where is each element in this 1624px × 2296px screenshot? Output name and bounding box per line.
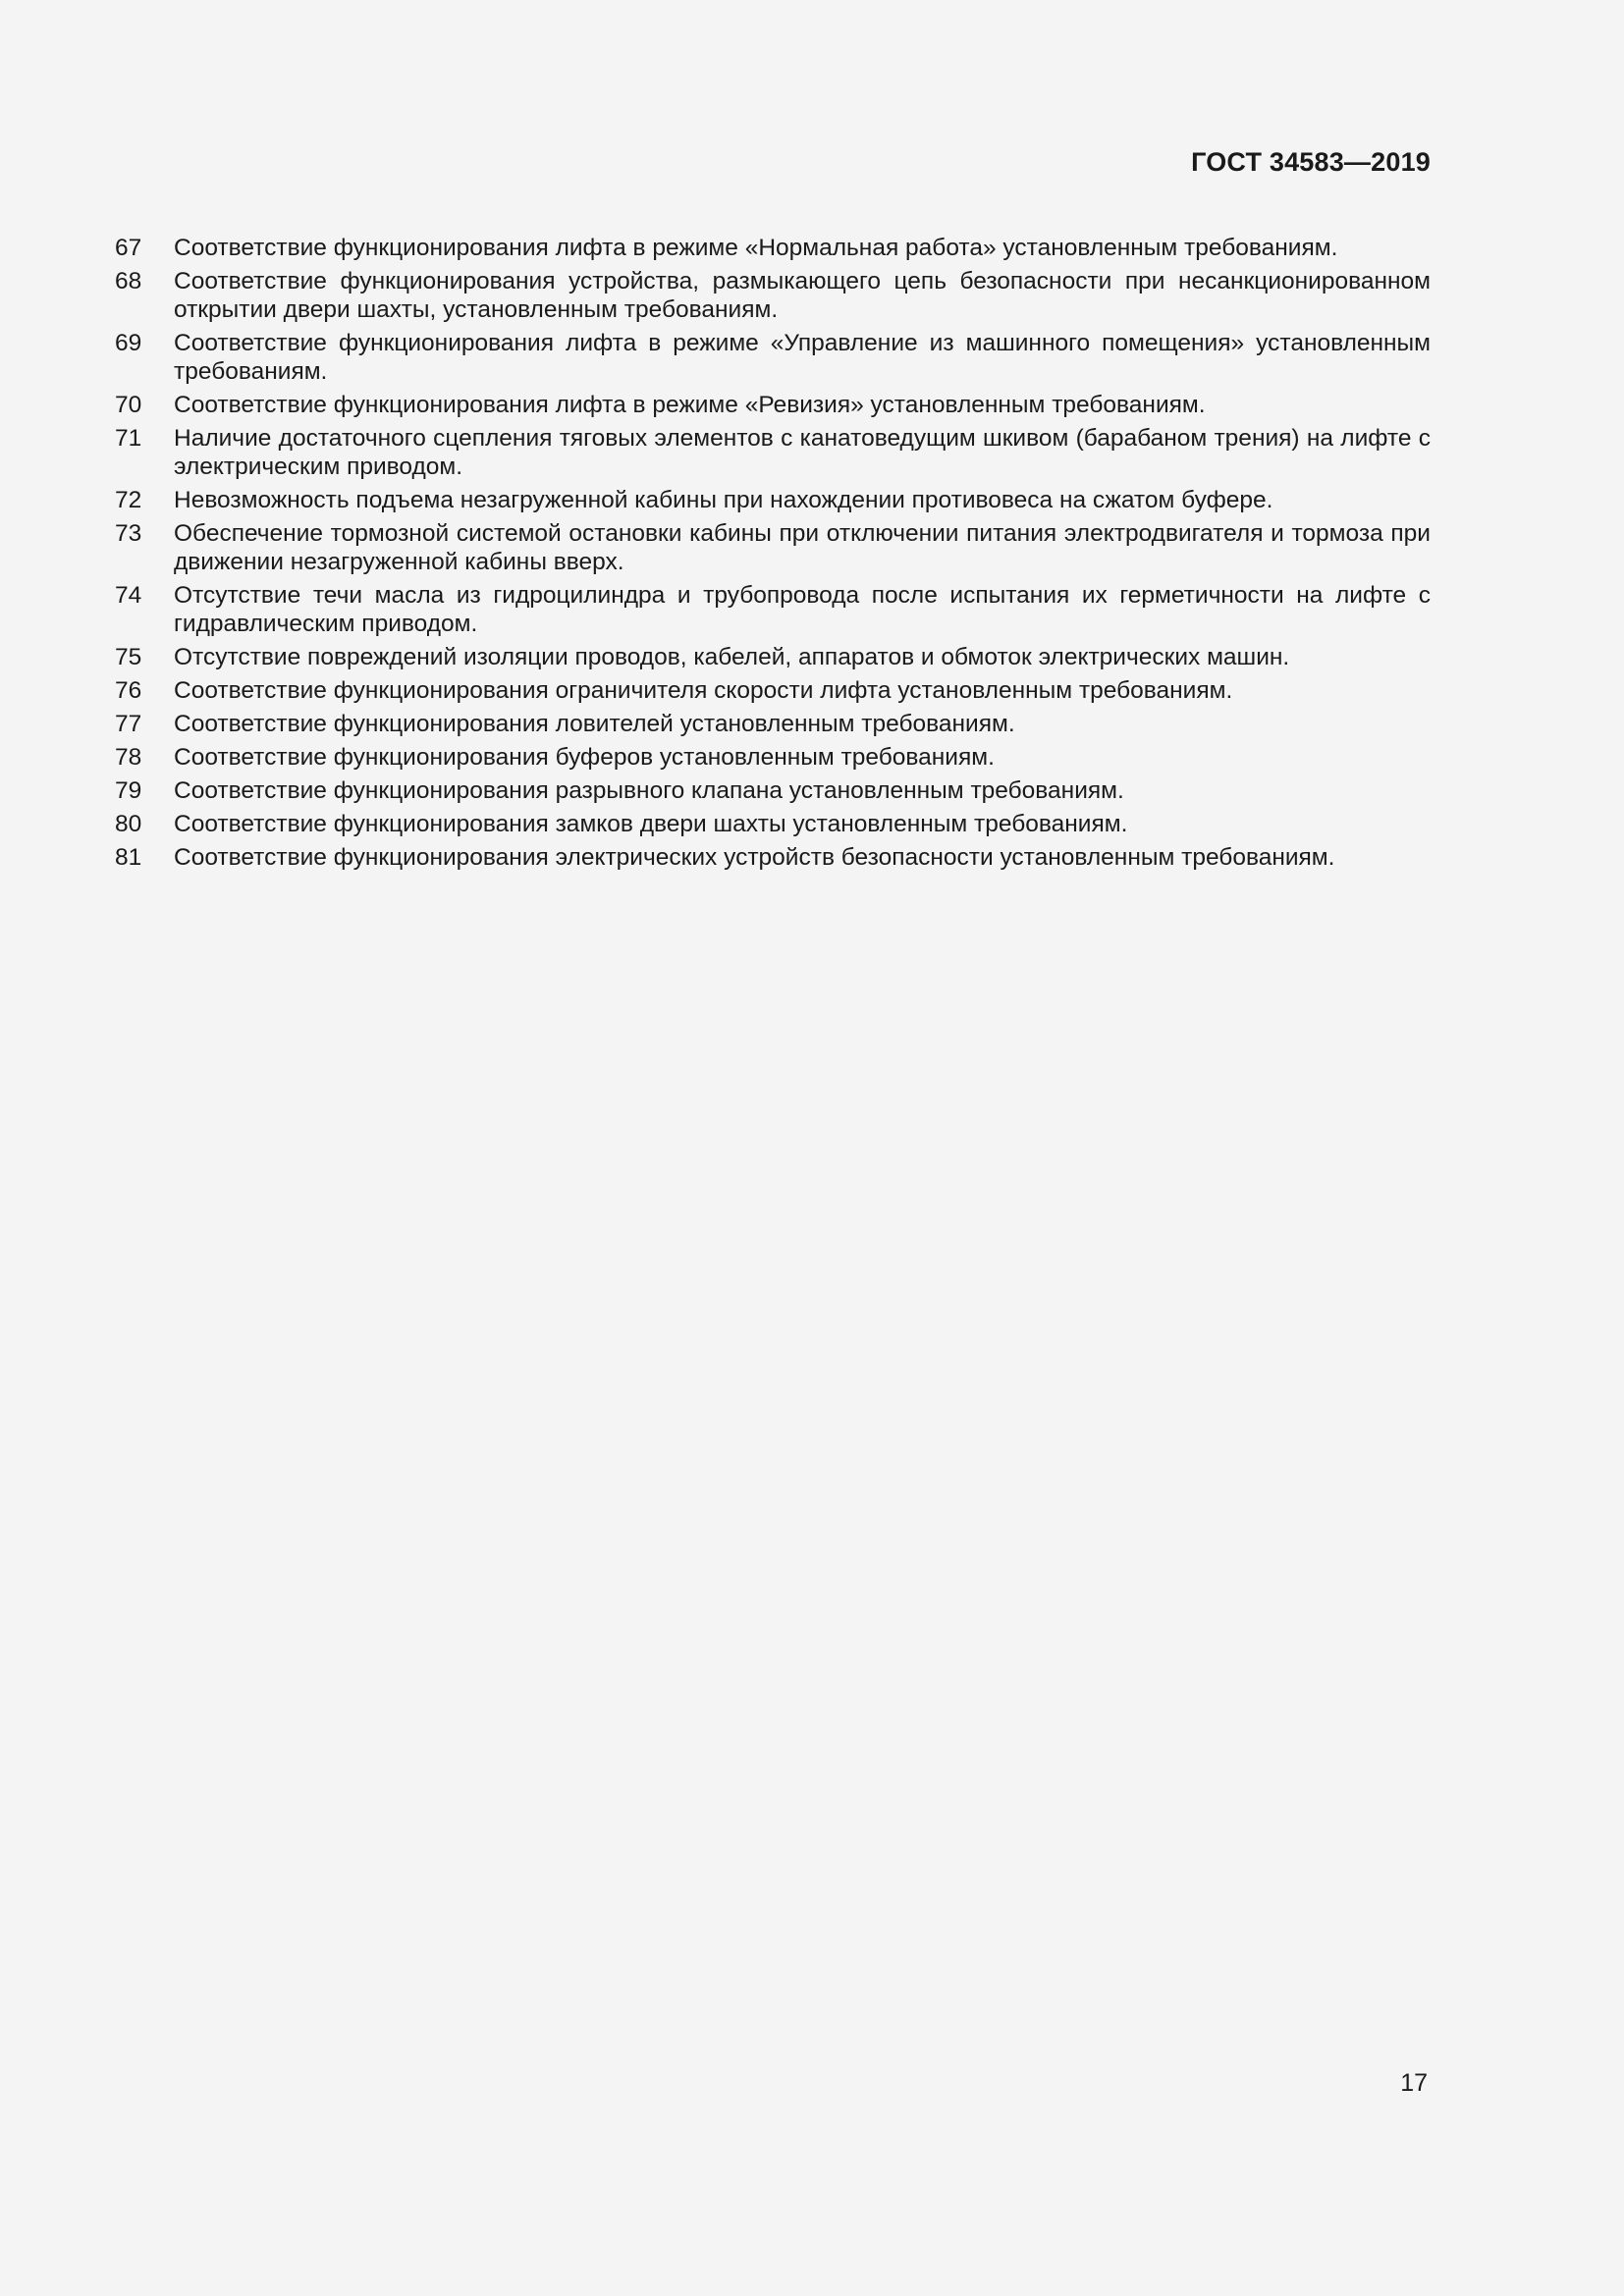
- list-item: [115, 391, 1431, 419]
- item-number: 72: [115, 487, 142, 513]
- list-item: [115, 581, 1431, 638]
- item-text: Соответствие функционирования ограничителя скорости лифта установленным требованиям.: [174, 677, 1233, 704]
- item-number: 74: [115, 582, 142, 609]
- item-number: 73: [115, 520, 142, 547]
- list-item: [115, 743, 1431, 772]
- item-number: 67: [115, 235, 142, 261]
- list-item: [115, 519, 1431, 576]
- item-number: 81: [115, 844, 142, 871]
- item-text: Обеспечение тормозной системой остановки кабины при отключении питания электродвигателя и тормоза при движении незагруженной кабины вверх.: [174, 520, 1431, 575]
- item-text: Соответствие функционирования замков двери шахты установленным требованиям.: [174, 811, 1128, 837]
- item-number: 70: [115, 392, 142, 418]
- item-number: 71: [115, 425, 142, 452]
- item-number: 76: [115, 677, 142, 704]
- document-standard-code: ГОСТ 34583—2019: [1191, 147, 1431, 177]
- item-number: 68: [115, 268, 142, 294]
- item-number: 79: [115, 777, 142, 804]
- list-item: [115, 329, 1431, 386]
- item-text: Невозможность подъема незагруженной кабины при нахождении противовеса на сжатом буфере.: [174, 487, 1273, 513]
- list-item: [115, 234, 1431, 262]
- item-text: Соответствие функционирования ловителей установленным требованиям.: [174, 711, 1015, 737]
- item-text: Наличие достаточного сцепления тяговых элементов с канатоведущим шкивом (барабаном трения) на лифте с электрическим приводом.: [174, 425, 1431, 480]
- list-item: [115, 267, 1431, 324]
- requirements-list: [115, 234, 1431, 877]
- item-text: Соответствие функционирования буферов установленным требованиям.: [174, 744, 995, 771]
- item-text: Отсутствие повреждений изоляции проводов, кабелей, аппаратов и обмоток электрических машин.: [174, 644, 1290, 670]
- page-number: 17: [1400, 2069, 1428, 2097]
- list-item: [115, 676, 1431, 705]
- item-text: Соответствие функционирования лифта в режиме «Ревизия» установленным требованиям.: [174, 392, 1206, 418]
- item-number: 75: [115, 644, 142, 670]
- item-text: Соответствие функционирования лифта в режиме «Управление из машинного помещения» установленным требованиям.: [174, 330, 1431, 385]
- item-text: Отсутствие течи масла из гидроцилиндра и трубопровода после испытания их герметичности на лифте с гидравлическим приводом.: [174, 582, 1431, 637]
- list-item: [115, 486, 1431, 514]
- item-number: 77: [115, 711, 142, 737]
- list-item: [115, 810, 1431, 838]
- item-number: 78: [115, 744, 142, 771]
- item-text: Соответствие функционирования разрывного клапана установленным требованиям.: [174, 777, 1124, 804]
- item-text: Соответствие функционирования лифта в режиме «Нормальная работа» установленным требованиям.: [174, 235, 1338, 261]
- list-item: [115, 776, 1431, 805]
- list-item: [115, 710, 1431, 738]
- list-item: [115, 424, 1431, 481]
- item-number: 80: [115, 811, 142, 837]
- list-item: [115, 843, 1431, 872]
- item-text: Соответствие функционирования электрических устройств безопасности установленным требованиям.: [174, 844, 1335, 871]
- item-text: Соответствие функционирования устройства, размыкающего цепь безопасности при несанкционированном открытии двери шахты, установленным требованиям.: [174, 268, 1431, 323]
- list-item: [115, 643, 1431, 671]
- item-number: 69: [115, 330, 142, 356]
